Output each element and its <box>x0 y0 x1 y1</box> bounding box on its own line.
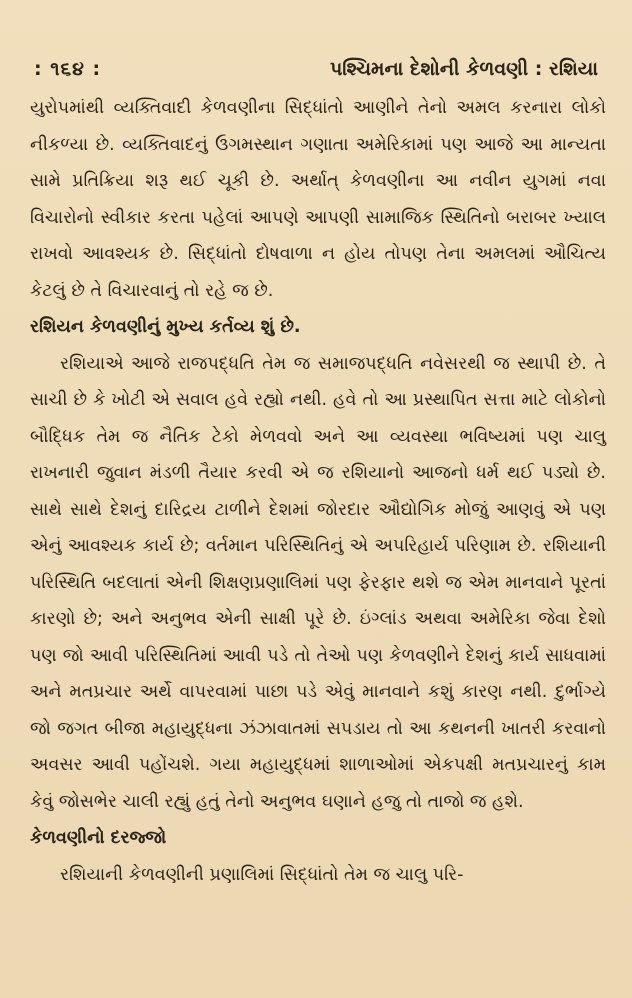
paragraph-russia: રશિયાએ આજે રાજપદ્ધતિ તેમ જ સમાજપદ્ધતિ નવેસરથી જ સ્થાપી છે. તે સાચી છે કે ખોટી એ સવાલ હવે રહ્યો નથી. હવે તો આ પ્રસ્થાપિત સત્તા માટે લોકોનો બૌદ્ધિક તેમ જ નૈતિક ટેકો મેળવવો અને આ વ્યવસ્થા ભવિષ્યમાં પણ ચાલુ રાખનારી જુવાન મંડળી તૈયાર કરવી એ જ રશિયાનો આજનો ધર્મ થઈ પડ્યો છે. સાથે સાથે દેશનું દારિદ્રય ટાળીને દેશમાં જોરદાર ઔદ્યોગિક મોજું આણવું એ પણ એનું આવશ્યક કાર્ય છે; વર્તમાન પરિસ્થિતિનું એ અપરિહાર્ય પરિણામ છે. રશિયાની પરિસ્થિતિ બદલાતાં એની શિક્ષણપ્રણાલિમાં પણ ફેરફાર થશે જ એમ માનવાને પૂરતાં કારણો છે; અને અનુભવ એની સાક્ષી પૂરે છે. ઇંગ્લાંડ અથવા અમેરિકા જેવા દેશો પણ જો આવી પરિસ્થિતિમાં આવી પડે તો તેઓ પણ કેળવણીને દેશનું કાર્ય સાધવામાં અને મતપ્રચાર અર્થે વાપરવામાં પાછા પડે એવું માનવાને કશું કારણ નથી. દુર્ભાગ્યે જો જગત બીજા મહાયુદ્ધના ઝંઝાવાતમાં સપડાય તો આ કથનની ખાતરી કરવાનો અવસર આવી પહોંચશે. ગયા મહાયુદ્ધમાં શાળાઓમાં એકપક્ષી મતપ્રચારનું કામ કેવું જોસભેર ચાલી રહ્યું હતું તેનો અનુભવ ઘણાને હજુ તો તાજો જ હશે. <box>30 353 606 812</box>
page-number: : ૧૬૪ : <box>34 58 102 80</box>
section-heading-main-duty: રશિયન કેળવણીનું મુખ્ય કર્તવ્ય શું છે. <box>30 317 301 337</box>
page-body <box>30 90 606 893</box>
paragraph-intro: યુરોપમાંથી વ્યક્તિવાદી કેળવણીના સિદ્ધાંતો આણીને તેનો અમલ કરનારા લોકો નીકળ્યા છે. વ્યક્તિવાદનું ઉગમસ્થાન ગણાતા અમેરિકામાં પણ આજે આ માન્યતા સામે પ્રતિક્રિયા શરૂ થઈ ચૂકી છે. અર્થાત્ કેળવણીના આ નવીન યુગમાં નવા વિચારોનો સ્વીકાર કરતા પહેલાં આપણે આપણી સામાજિક સ્થિતિનો બરાબર ખ્યાલ રાખવો આવશ્યક છે. સિદ્ધાંતો દોષવાળા ન હોય તોપણ તેના અમલમાં ઔચિત્ય કેટલું છે તે વિચારવાનું તો રહે જ છે. <box>30 98 606 301</box>
section-heading-status: કેળવણીનો દરજ્જો <box>30 828 167 848</box>
paragraph-continuation: રશિયાની કેળવણીની પ્રણાલિમાં સિદ્ધાંતો તેમ જ ચાલુ પરિ- <box>60 864 464 885</box>
running-title: પશ્ચિમના દેશોની કેળવણી : રશિયા <box>329 58 598 80</box>
page-header <box>30 58 606 80</box>
